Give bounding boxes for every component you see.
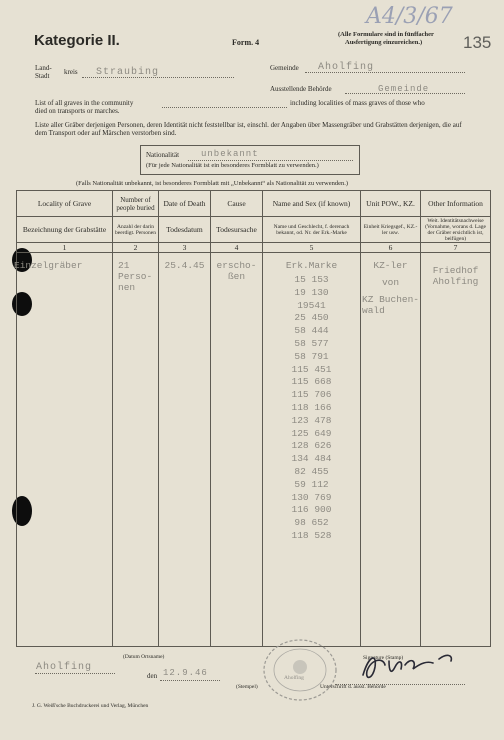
unit-camp: KZ Buchen- (362, 294, 420, 305)
unit-camp-2: wald (362, 305, 385, 316)
cell-count (113, 253, 159, 647)
tag-number: 58 444 (294, 325, 329, 337)
list-right-text: including localities of mass graves of those who (290, 99, 425, 107)
cell-grave (14, 253, 113, 647)
header-other: Other Information (421, 191, 491, 217)
tag-number: 118 166 (291, 401, 332, 413)
nationality-note: (Für jede Nationalität ist ein besonderes Formblatt zu verwenden.) (146, 162, 319, 169)
header-de-name: Name und Geschlecht, f. derenach bekannt, od. Nr. der Erk.-Marke (263, 217, 361, 243)
cause-of-death: erscho- (216, 260, 257, 271)
form-number: Form. 4 (232, 38, 260, 47)
list-cont-text: died on transports or marches. (35, 107, 120, 115)
tag-list (264, 271, 359, 543)
list-line (162, 106, 287, 108)
tag-number: 130 769 (291, 491, 332, 503)
death-date: 25.4.45 (164, 260, 205, 271)
other-info-2: Aholfing (432, 276, 479, 287)
nationality-value: unbekannt (201, 149, 259, 159)
place-date-label: (Datum Ortsname) (123, 654, 165, 660)
stamp-community-name: Aholfing (284, 675, 304, 681)
nationality-box (140, 145, 360, 175)
place-value: Aholfing (36, 662, 93, 673)
list-left-text: List of all graves in the community (35, 99, 134, 107)
header-row-german (17, 217, 491, 243)
unknown-nationality-note: (Falls Nationalität unbekannt, ist besonderes Formblatt mit „Unbekannt“ als Nationalität zu verwenden.) (76, 180, 349, 187)
behoerde-value: Gemeinde (378, 84, 430, 94)
den-label: den (147, 672, 158, 680)
cell-unit (361, 253, 421, 647)
copies-note-line2: Ausfertigung einzureichen.) (345, 39, 423, 46)
header-de-number: Anzahl der darin beerdigt. Personen (113, 217, 159, 243)
header-name: Name and Sex (if known) (263, 191, 361, 217)
official-stamp (260, 637, 340, 703)
col-num-5: 5 (263, 243, 361, 253)
tag-number: 115 451 (291, 363, 332, 375)
buried-count: 21 (118, 260, 130, 271)
unit-kz: KZ-ler (373, 260, 408, 271)
page-number: 135 (463, 33, 492, 52)
tag-number: 58 791 (294, 350, 329, 362)
den-line (160, 679, 220, 681)
landkreis-value: Straubing (96, 67, 160, 78)
cell-other (421, 253, 491, 647)
col-num-1: 1 (17, 243, 113, 253)
tag-header: Erk.Marke (285, 260, 338, 271)
col-num-6: 6 (361, 243, 421, 253)
tag-number: 15 153 (294, 274, 329, 285)
buried-unit: Perso- (118, 271, 153, 282)
header-row-english (17, 191, 491, 217)
tag-number: 82 455 (294, 465, 329, 477)
header-de-cause: Todesursache (211, 217, 263, 243)
tag-number: 115 668 (291, 376, 332, 388)
col-num-4: 4 (211, 243, 263, 253)
cell-cause (211, 253, 263, 647)
tag-number: 98 652 (294, 517, 329, 529)
buried-unit-2: nen (118, 282, 136, 293)
col-num-3: 3 (159, 243, 211, 253)
tag-number: 58 577 (294, 337, 329, 349)
graves-table (16, 190, 491, 647)
header-de-unit: Einheit Kriegsgef., KZ.-ler usw. (361, 217, 421, 243)
tag-number: 123 478 (291, 414, 332, 426)
table-row (17, 253, 491, 647)
printer-imprint: J. G. Weiß'sche Buchdruckerei und Verlag, München (32, 703, 149, 709)
other-info: Friedhof (432, 265, 479, 276)
nationality-label: Nationalität (146, 151, 180, 159)
unit-von: von (381, 277, 400, 288)
tag-number: 25 450 (294, 312, 329, 324)
copies-note-line1: (Alle Formulare sind in fünffacher (338, 31, 434, 38)
header-de-locality: Bezeichnung der Grabstätte (17, 217, 113, 243)
gemeinde-label: Gemeinde (270, 64, 299, 72)
handwritten-signature (355, 645, 465, 685)
kreis-label: kreis (64, 68, 78, 76)
behoerde-label: Ausstellende Behörde (270, 85, 332, 93)
tag-number: 19541 (297, 299, 326, 311)
header-de-other: Weit. Identitätsnachweise (Vornahme, worans d. Lage der Gräber ersichtlich ist, beifügen) (421, 217, 491, 243)
land-prefix: Land- (35, 64, 52, 72)
tag-number: 128 626 (291, 440, 332, 452)
cause-of-death-2: ßen (227, 271, 246, 282)
landkreis-label (35, 64, 52, 80)
col-num-2: 2 (113, 243, 159, 253)
form-category-title: Kategorie II. (34, 32, 120, 49)
tag-number: 125 649 (291, 427, 332, 439)
header-locality: Locality of Grave (17, 191, 113, 217)
column-number-row (17, 243, 491, 253)
handwritten-reference: A4/3/67 (366, 4, 453, 29)
signature-authority-label: Unterschrift d. ausst. Behörde (320, 684, 386, 690)
gemeinde-value: Aholfing (318, 62, 375, 73)
nationality-line (188, 159, 353, 161)
tag-number: 19 130 (294, 286, 329, 298)
header-date: Date of Death (159, 191, 211, 217)
tag-number: 59 112 (294, 478, 329, 490)
col-num-7: 7 (421, 243, 491, 253)
tag-number: 115 706 (291, 389, 332, 401)
tag-number: 116 900 (291, 504, 332, 516)
den-value: 12.9.46 (163, 668, 208, 678)
header-unit: Unit POW., KZ. (361, 191, 421, 217)
header-number: Number of people buried (113, 191, 159, 217)
tag-number: 134 484 (291, 453, 332, 465)
stempel-label: (Stempel) (236, 684, 258, 690)
header-de-date: Todesdatum (159, 217, 211, 243)
signature-label: Signature (Stamp) (363, 655, 404, 661)
german-description: Liste aller Gräber derjenigen Personen, deren Identität nicht feststellbar ist, einschl. der Angaben über Massengräber und Grabstätten derjenigen, die auf dem Transport oder auf Märschen verstorben sind. (35, 121, 462, 137)
header-cause: Cause (211, 191, 263, 217)
cell-names (263, 253, 361, 647)
grave-locality: Einzelgräber (14, 260, 83, 271)
tag-number: 118 528 (291, 529, 332, 541)
stadt-label: Stadt (35, 72, 50, 80)
cell-date (159, 253, 211, 647)
